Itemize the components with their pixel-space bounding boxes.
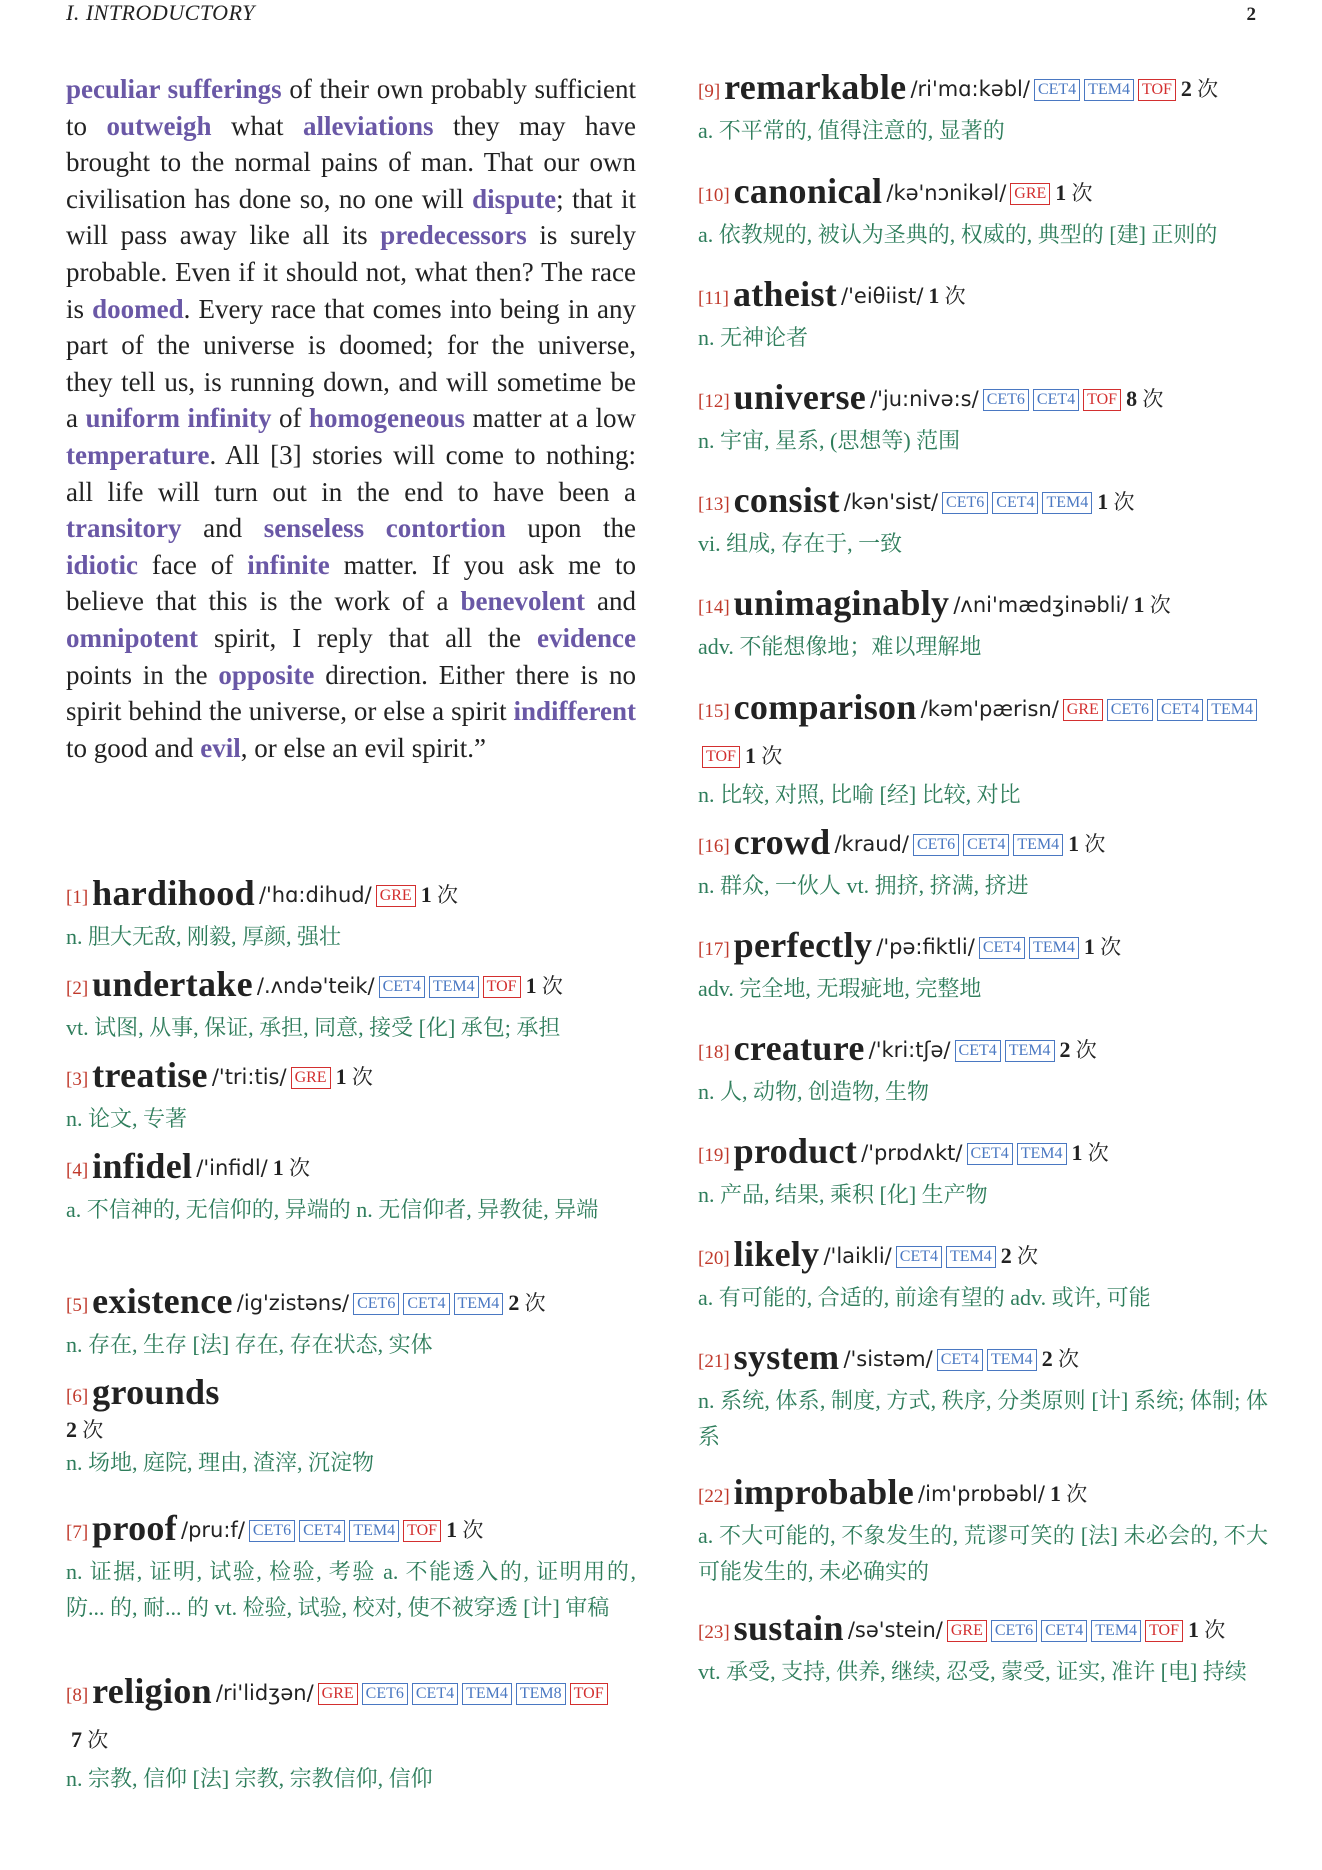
headword: atheist (732, 274, 838, 314)
vocab-entry (66, 1670, 636, 1797)
passage-segment: and (585, 586, 636, 617)
entry-index: [14] (698, 597, 730, 618)
occurrence-count (1133, 593, 1170, 617)
headword: product (733, 1131, 858, 1171)
headword-line (698, 170, 1268, 217)
exam-tag: CET4 (967, 1143, 1013, 1165)
exam-tag: TOF (702, 746, 740, 768)
definition: n. 证据, 证明, 试验, 检验, 考验 a. 不能透入的, 证明用的, 防... 的, 耐... 的 vt. 检验, 试验, 校对, 使不被穿透 [计] 审稿 (66, 1559, 636, 1620)
occurrence-count (1060, 1038, 1097, 1062)
count-number: 2 (508, 1290, 520, 1315)
definition: n. 宗教, 信仰 [法] 宗教, 宗教信仰, 信仰 (66, 1766, 433, 1791)
definition: n. 系统, 体系, 制度, 方式, 秩序, 分类原则 [计] 系统; 体制; 体系 (698, 1388, 1268, 1449)
exam-tag: TEM4 (987, 1349, 1037, 1371)
count-suffix: 次 (82, 1728, 109, 1752)
count-number: 2 (1059, 1037, 1071, 1062)
exam-tag: TEM4 (1005, 1040, 1055, 1062)
entry-index: [22] (698, 1486, 730, 1507)
passage-segment: . Every race that comes into being in any part of the universe is doomed; for the universe, they tell us, is running down, and will sometime be a (66, 293, 636, 434)
vocab-entry (66, 963, 636, 1046)
count-suffix: 次 (1137, 387, 1164, 411)
exam-tag: CET4 (379, 976, 425, 998)
pronunciation: /'hɑ:dihud/ (258, 883, 372, 907)
headword: consist (733, 480, 840, 520)
running-header: I. INTRODUCTORY (66, 0, 255, 25)
vocab-entry (698, 273, 1268, 356)
count-number: 1 (1188, 1617, 1199, 1642)
headword-line (66, 872, 636, 919)
vocab-entry (698, 821, 1268, 904)
exam-tag: TEM4 (1017, 1143, 1067, 1165)
headword: comparison (733, 687, 917, 727)
occurrence-count (745, 744, 782, 768)
exam-tag: CET4 (412, 1683, 458, 1705)
count-number: 1 (525, 973, 537, 998)
pronunciation: /kə'nɔnikəl/ (886, 181, 1007, 205)
vocab-entry (698, 1607, 1268, 1690)
vocab-entry (698, 170, 1268, 253)
entry-index: [5] (66, 1295, 89, 1316)
definition: n. 群众, 一伙人 vt. 拥挤, 挤满, 挤进 (698, 873, 1029, 898)
exam-tag: TOF (570, 1683, 608, 1705)
occurrence-count (1001, 1244, 1038, 1268)
vocab-entry (698, 1336, 1268, 1455)
vocab-entry (66, 1054, 636, 1137)
pronunciation: /im'prɒbəbl/ (918, 1482, 1045, 1506)
highlighted-word: evidence (537, 622, 636, 653)
pronunciation: /'laikli/ (823, 1244, 892, 1268)
headword: remarkable (724, 67, 907, 107)
count-number: 7 (71, 1727, 82, 1752)
exam-tag: CET4 (979, 937, 1025, 959)
entry-index: [7] (66, 1522, 89, 1543)
count-suffix: 次 (1199, 1618, 1226, 1642)
definition: n. 存在, 生存 [法] 存在, 存在状态, 实体 (66, 1332, 433, 1357)
definition: a. 不大可能的, 不象发生的, 荒谬可笑的 [法] 未必会的, 不大可能发生的, 未必确实的 (698, 1523, 1268, 1584)
exam-tag: CET6 (991, 1620, 1037, 1642)
pronunciation: /ri'lidʒən/ (215, 1681, 314, 1705)
headword-line (698, 1130, 1268, 1177)
count-suffix: 次 (1094, 935, 1122, 959)
occurrence-count (1181, 77, 1218, 101)
highlighted-word: opposite (218, 659, 315, 690)
headword-line (698, 376, 1268, 423)
highlighted-word: alleviations (303, 110, 434, 141)
vocab-entry (66, 1507, 636, 1626)
occurrence-count (1042, 1347, 1079, 1371)
entry-index: [8] (66, 1685, 89, 1706)
definition: n. 产品, 结果, 乘积 [化] 生产物 (698, 1182, 988, 1207)
entry-index: [10] (698, 185, 730, 206)
occurrence-count (336, 1065, 373, 1089)
pronunciation: /.ʌndə'teik/ (256, 974, 375, 998)
definition: n. 人, 动物, 创造物, 生物 (698, 1079, 930, 1104)
headword: religion (92, 1671, 212, 1711)
count-number: 1 (446, 1517, 458, 1542)
passage-segment: ; that it will pass away like all its (66, 183, 636, 251)
highlighted-word: peculiar sufferings (66, 74, 282, 104)
exam-tag: TEM4 (462, 1683, 512, 1705)
vocab-entry (698, 66, 1268, 149)
occurrence-count (66, 1418, 103, 1442)
headword: grounds (92, 1372, 220, 1412)
count-number: 2 (66, 1417, 77, 1442)
passage-text (66, 71, 636, 766)
count-suffix: 次 (283, 1156, 310, 1180)
headword-line (698, 479, 1268, 526)
exam-tag: TEM4 (349, 1520, 399, 1542)
pronunciation: /ig'zistəns/ (236, 1291, 350, 1315)
exam-tag: CET6 (913, 834, 959, 856)
highlighted-word: doomed (92, 293, 184, 324)
exam-tag: TEM4 (946, 1246, 996, 1268)
vocab-entry (698, 582, 1268, 665)
exam-tag: CET4 (937, 1349, 983, 1371)
count-suffix: 次 (536, 974, 563, 998)
headword: system (733, 1337, 840, 1377)
page-number: 2 (1246, 4, 1256, 25)
headword: undertake (92, 964, 253, 1004)
pronunciation: /ri'mɑ:kəbl/ (910, 77, 1030, 101)
highlighted-word: senseless contortion (263, 513, 506, 544)
entry-index: [23] (698, 1622, 730, 1643)
exam-tag: CET4 (1157, 699, 1203, 721)
count-number: 1 (1083, 934, 1095, 959)
exam-tag: GRE (947, 1620, 987, 1642)
count-number: 1 (928, 283, 940, 308)
occurrence-count (1068, 832, 1105, 856)
exam-tag: CET4 (1041, 1620, 1087, 1642)
headword-line (698, 1471, 1268, 1518)
count-suffix: 次 (346, 1065, 373, 1089)
exam-tag: TEM4 (1091, 1620, 1141, 1642)
exam-tag: TOF (1083, 389, 1121, 411)
definition: a. 依教规的, 被认为圣典的, 权威的, 典型的 [建] 正则的 (698, 222, 1218, 247)
occurrence-count (1126, 387, 1163, 411)
exam-tag: TEM4 (1207, 699, 1257, 721)
exam-tag: CET4 (403, 1293, 449, 1315)
passage-segment: to good and (66, 732, 201, 763)
passage-segment: matter. If you ask me to believe that this is the work of a (66, 549, 637, 617)
highlighted-word: uniform infinity (85, 403, 272, 434)
headword-line (66, 1054, 636, 1101)
headword-line (66, 1280, 636, 1327)
definition: n. 胆大无敌, 刚毅, 厚颜, 强壮 (66, 924, 342, 949)
highlighted-word: dispute (472, 183, 557, 214)
vocab-entry (66, 1145, 636, 1228)
pronunciation: /'prɒdʌkt/ (861, 1141, 963, 1165)
entry-index: [20] (698, 1248, 730, 1269)
entry-index: [19] (698, 1145, 730, 1166)
passage-segment: of (271, 403, 310, 434)
headword-line (698, 273, 1268, 320)
entry-index: [15] (698, 701, 730, 722)
exam-tag: TOF (483, 976, 521, 998)
definition: adv. 不能想像地；难以理解地 (698, 634, 982, 659)
headword: sustain (733, 1608, 844, 1648)
highlighted-word: homogeneous (309, 403, 466, 434)
headword-line (698, 821, 1268, 868)
occurrence-count (446, 1518, 483, 1542)
highlighted-word: transitory (66, 513, 182, 544)
definition: a. 不信神的, 无信仰的, 异端的 n. 无信仰者, 异教徒, 异端 (66, 1197, 599, 1222)
headword-line (698, 1027, 1268, 1074)
occurrence-count (508, 1291, 545, 1315)
headword-line (66, 963, 636, 1010)
pronunciation: /'kri:tʃə/ (868, 1038, 951, 1062)
count-suffix: 次 (431, 883, 458, 907)
count-suffix: 次 (1070, 1038, 1097, 1062)
headword: improbable (733, 1472, 915, 1512)
headword: crowd (733, 822, 831, 862)
headword-line (698, 1336, 1268, 1383)
headword-line (698, 686, 1268, 777)
highlighted-word: benevolent (460, 586, 585, 617)
definition: a. 不平常的, 值得注意的, 显著的 (698, 118, 1005, 143)
exam-tag: CET6 (1107, 699, 1153, 721)
headword: universe (733, 377, 867, 417)
entry-index: [17] (698, 939, 730, 960)
headword-line (698, 582, 1268, 629)
exam-tag: GRE (376, 885, 416, 907)
count-suffix: 次 (1066, 181, 1093, 205)
count-number: 2 (1180, 76, 1192, 101)
pronunciation: /'ju:nivə:s/ (870, 387, 979, 411)
highlighted-word: idiotic (66, 549, 138, 580)
headword: treatise (92, 1055, 208, 1095)
headword-line (66, 1145, 636, 1192)
exam-tag: GRE (1063, 699, 1103, 721)
entry-index: [1] (66, 887, 89, 908)
passage-segment: points in the (66, 659, 219, 690)
definition: n. 无神论者 (698, 325, 809, 350)
headword-line (66, 1507, 636, 1554)
highlighted-word: indifferent (513, 696, 636, 727)
passage-segment: face of (138, 549, 248, 580)
exam-tag: CET4 (955, 1040, 1001, 1062)
headword-line (698, 1607, 1268, 1654)
highlighted-word: temperature (66, 439, 210, 470)
entry-index: [11] (698, 288, 729, 309)
exam-tag: CET6 (362, 1683, 408, 1705)
exam-tag: GRE (318, 1683, 358, 1705)
passage-segment: , or else an evil spirit.” (240, 732, 486, 763)
count-suffix: 次 (939, 284, 966, 308)
pronunciation: /kraud/ (834, 832, 909, 856)
vocab-entry (698, 1130, 1268, 1213)
vocab-entry (66, 1371, 636, 1481)
definition: n. 宇宙, 星系, (思想等) 范围 (698, 428, 961, 453)
passage-segment: . All [3] stories will come to nothing: all life will turn out in the end to have been a (66, 439, 636, 507)
count-number: 1 (1133, 592, 1145, 617)
definition: a. 有可能的, 合适的, 前途有望的 adv. 或许, 可能 (698, 1285, 1151, 1310)
highlighted-word: omnipotent (66, 622, 199, 653)
count-number: 1 (744, 743, 756, 768)
exam-tag: TOF (403, 1520, 441, 1542)
count-suffix: 次 (519, 1291, 546, 1315)
headword: unimaginably (733, 583, 950, 623)
exam-tag: CET4 (963, 834, 1009, 856)
exam-tag: TEM8 (516, 1683, 566, 1705)
headword: existence (92, 1281, 233, 1321)
definition: n. 场地, 庭院, 理由, 渣滓, 沉淀物 (66, 1450, 375, 1475)
count-number: 1 (1071, 1140, 1083, 1165)
vocab-entry (698, 1027, 1268, 1110)
entry-index: [21] (698, 1351, 730, 1372)
occurrence-count (1188, 1618, 1225, 1642)
definition: n. 比较, 对照, 比喻 [经] 比较, 对比 (698, 782, 1021, 807)
exam-tag: TEM4 (1013, 834, 1063, 856)
passage-segment: direction. Either there is no spirit behind the universe, or else a spirit (66, 659, 637, 727)
entry-index: [12] (698, 391, 730, 412)
definition: vt. 试图, 从事, 保证, 承担, 同意, 接受 [化] 承包; 承担 (66, 1015, 561, 1040)
headword: creature (733, 1028, 865, 1068)
vocab-entry (66, 1280, 636, 1363)
headword-line (698, 924, 1268, 971)
occurrence-count (526, 974, 563, 998)
count-suffix: 次 (1191, 77, 1219, 101)
pronunciation: /sə'stein/ (847, 1618, 943, 1642)
headword-line (698, 66, 1268, 113)
count-suffix: 次 (457, 1518, 484, 1542)
occurrence-count (71, 1728, 108, 1752)
exam-tag: CET4 (992, 492, 1038, 514)
occurrence-count (1055, 181, 1092, 205)
occurrence-count (1050, 1482, 1087, 1506)
entry-index: [4] (66, 1160, 89, 1181)
occurrence-count (1097, 490, 1134, 514)
entry-index: [13] (698, 494, 730, 515)
count-number: 1 (1055, 180, 1067, 205)
pronunciation: /'infidl/ (196, 1156, 268, 1180)
headword-line (698, 1233, 1268, 1280)
definition: adv. 完全地, 无瑕疵地, 完整地 (698, 976, 982, 1001)
exam-tag: TEM4 (454, 1293, 504, 1315)
count-number: 1 (1049, 1481, 1061, 1506)
passage-segment: upon the (505, 513, 636, 544)
headword: infidel (92, 1146, 193, 1186)
definition: n. 论文, 专著 (66, 1106, 188, 1131)
definition: vt. 承受, 支持, 供养, 继续, 忍受, 蒙受, 证实, 准许 [电] 持续 (698, 1659, 1247, 1684)
headword: perfectly (733, 925, 873, 965)
vocab-entry (698, 1233, 1268, 1316)
vocab-entry (698, 686, 1268, 813)
count-suffix: 次 (1144, 593, 1171, 617)
exam-tag: TOF (1145, 1620, 1183, 1642)
exam-tag: CET6 (983, 389, 1029, 411)
count-number: 8 (1126, 386, 1138, 411)
entry-index: [9] (698, 81, 721, 102)
highlighted-word: outweigh (106, 110, 212, 141)
exam-tag: TEM4 (1029, 937, 1079, 959)
count-suffix: 次 (755, 744, 783, 768)
headword: canonical (733, 171, 883, 211)
occurrence-count (421, 883, 458, 907)
entry-index: [18] (698, 1042, 730, 1063)
pronunciation: /'tri:tis/ (211, 1065, 287, 1089)
count-suffix: 次 (77, 1418, 104, 1442)
occurrence-count (928, 284, 965, 308)
exam-tag: TEM4 (1042, 492, 1092, 514)
exam-tag: CET6 (353, 1293, 399, 1315)
count-suffix: 次 (1082, 1141, 1109, 1165)
passage-segment: spirit, I reply that all the (198, 622, 538, 653)
count-number: 1 (335, 1064, 347, 1089)
exam-tag: CET4 (896, 1246, 942, 1268)
vocab-entry (698, 1471, 1268, 1590)
headword: proof (92, 1508, 177, 1548)
highlighted-word: predecessors (380, 220, 527, 251)
count-suffix: 次 (1052, 1347, 1079, 1371)
exam-tag: TEM4 (1084, 79, 1134, 101)
pronunciation: /'pə:fiktli/ (876, 935, 975, 959)
highlighted-word: evil (200, 732, 241, 763)
vocab-entry (698, 376, 1268, 459)
pronunciation: /'sistəm/ (843, 1347, 933, 1371)
exam-tag: CET6 (249, 1520, 295, 1542)
pronunciation: /'eiθiist/ (841, 284, 924, 308)
count-number: 1 (1097, 489, 1109, 514)
entry-index: [6] (66, 1386, 89, 1407)
entry-index: [16] (698, 836, 730, 857)
exam-tag: CET4 (1034, 79, 1080, 101)
headword: likely (733, 1234, 820, 1274)
definition: vi. 组成, 存在于, 一致 (698, 531, 903, 556)
passage-segment: they may have brought to the normal pains of man. That our own civilisation has done so, no one will (66, 110, 636, 214)
passage-segment: what (211, 110, 304, 141)
exam-tag: TOF (1138, 79, 1176, 101)
highlighted-word: infinite (247, 549, 330, 580)
exam-tag: TEM4 (429, 976, 479, 998)
headword-line (66, 1670, 636, 1761)
count-number: 1 (420, 882, 432, 907)
exam-tag: CET4 (299, 1520, 345, 1542)
exam-tag: GRE (291, 1067, 331, 1089)
occurrence-count (1072, 1141, 1109, 1165)
occurrence-count (1084, 935, 1121, 959)
passage-segment: and (181, 513, 264, 544)
entry-index: [3] (66, 1069, 89, 1090)
exam-tag: CET4 (1033, 389, 1079, 411)
passage-segment: is surely probable. Even if it should not, what then? The race is (66, 220, 636, 324)
count-number: 1 (1068, 831, 1080, 856)
count-suffix: 次 (1060, 1482, 1088, 1506)
count-number: 1 (272, 1155, 284, 1180)
vocab-entry (698, 479, 1268, 562)
exam-tag: CET6 (942, 492, 988, 514)
exam-tag: GRE (1010, 183, 1050, 205)
count-suffix: 次 (1011, 1244, 1039, 1268)
passage-segment: of their own probably sufficient to (66, 74, 637, 141)
pronunciation: /kən'sist/ (843, 490, 939, 514)
pronunciation: /pru:f/ (181, 1518, 245, 1542)
vocab-entry (698, 924, 1268, 1007)
headword: hardihood (92, 873, 255, 913)
count-number: 2 (1000, 1243, 1012, 1268)
count-number: 2 (1041, 1346, 1053, 1371)
occurrence-count (273, 1156, 310, 1180)
passage-segment: matter at a low (465, 403, 636, 434)
vocab-entry (66, 872, 636, 955)
count-suffix: 次 (1079, 832, 1106, 856)
count-suffix: 次 (1108, 490, 1135, 514)
pronunciation: /ʌni'mædʒinəbli/ (953, 593, 1129, 617)
headword-line (66, 1371, 636, 1418)
entry-index: [2] (66, 978, 89, 999)
pronunciation: /kəm'pærisn/ (920, 697, 1059, 721)
